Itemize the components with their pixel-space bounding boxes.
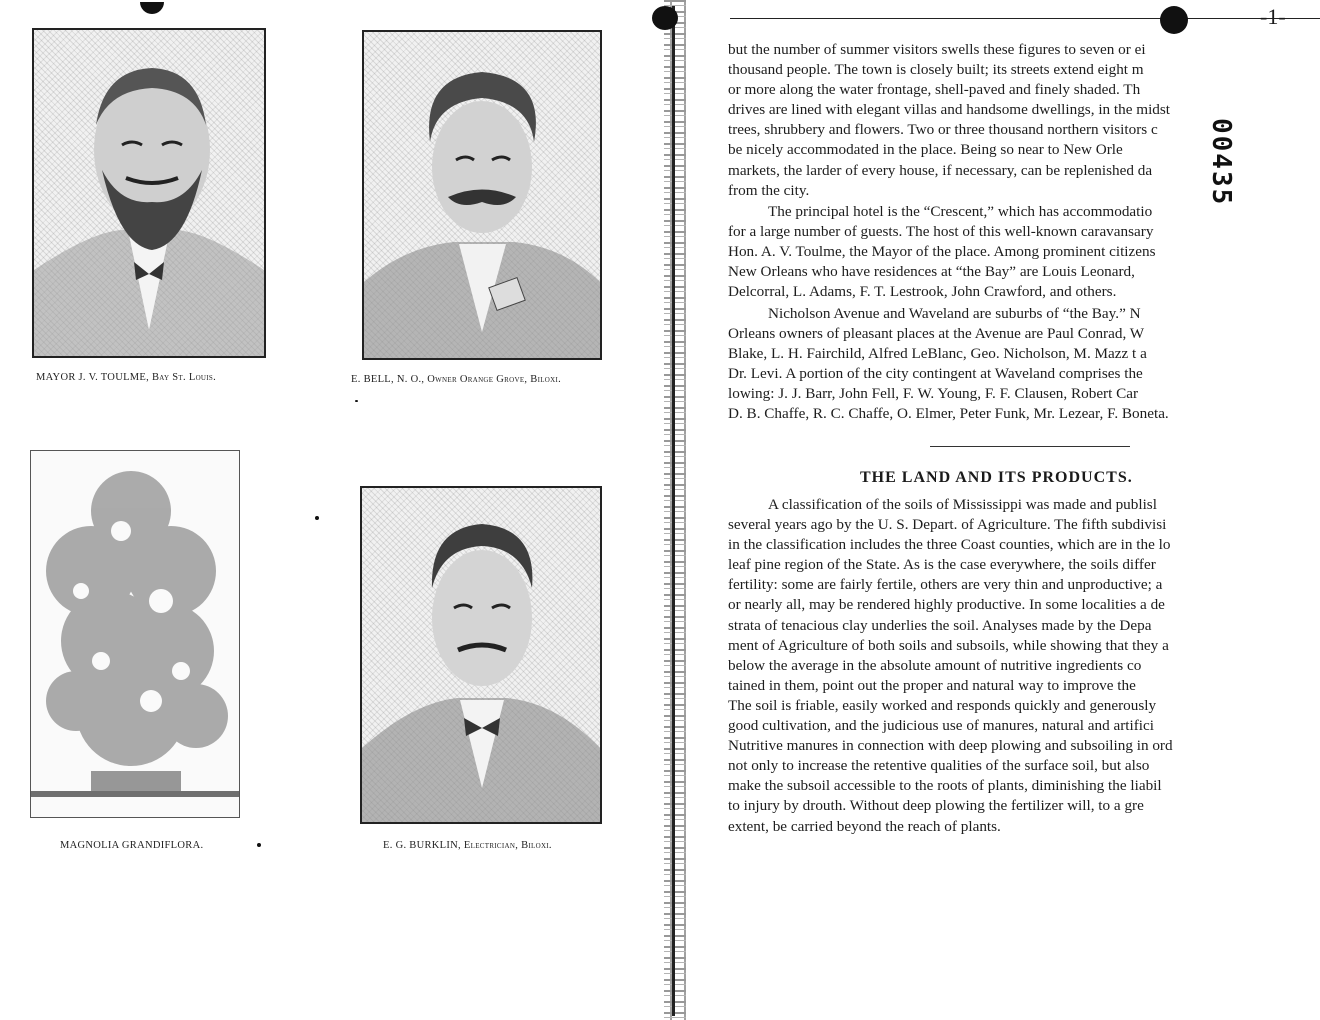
speck <box>355 400 358 402</box>
text-line: D. B. Chaffe, R. C. Chaffe, O. Elmer, Peter Funk, Mr. Lezear, F. Boneta. <box>728 405 1169 423</box>
binding-line <box>672 6 675 1016</box>
text-line: ment of Agriculture of both soils and subsoils, while showing that they a <box>728 636 1169 654</box>
portrait-bell <box>362 30 602 360</box>
right-page <box>690 0 1320 1020</box>
text-line: good cultivation, and the judicious use of manures, natural and artifici <box>728 717 1154 735</box>
text-line: or more along the water frontage, shell-paved and finely shaded. Th <box>728 81 1141 99</box>
text-line: extent, be carried beyond the reach of plants. <box>728 817 1001 835</box>
magnolia-tree-drawing <box>31 451 239 817</box>
caption-magnolia: MAGNOLIA GRANDIFLORA. <box>60 840 204 851</box>
text-line: Orleans owners of pleasant places at the Avenue are Paul Conrad, W <box>728 325 1145 343</box>
text-line: tained in them, point out the proper and natural way to improve the <box>728 676 1136 694</box>
text-line: for a large number of guests. The host of this well-known caravansary <box>728 223 1154 241</box>
caption-bell: E. BELL, N. O., Owner Orange Grove, Biloxi. <box>351 374 562 385</box>
paragraph-2 <box>728 202 1320 302</box>
portrait-burklin-drawing <box>362 488 600 822</box>
photo-magnolia <box>30 450 240 818</box>
portrait-toulme-drawing <box>34 30 264 356</box>
text-line: markets, the larder of every house, if necessary, can be replenished da <box>728 161 1153 179</box>
text-line: leaf pine region of the State. As is the case everywhere, the soils differ <box>728 556 1156 574</box>
text-line: Nicholson Avenue and Waveland are suburbs of “the Bay.” N <box>768 305 1141 322</box>
text-line: several years ago by the U. S. Depart. of Agriculture. The fifth subdivisi <box>728 516 1167 534</box>
ink-blot <box>1160 6 1188 34</box>
text-line: Dr. Levi. A portion of the city contingent at Waveland comprises the <box>728 365 1143 383</box>
text-line: Blake, L. H. Fairchild, Alfred LeBlanc, Geo. Nicholson, M. Mazz t a <box>728 345 1147 363</box>
text-line: from the city. <box>728 181 810 199</box>
text-line: Nutritive manures in connection with deep plowing and subsoiling in ord <box>728 737 1173 755</box>
speck <box>315 516 319 520</box>
page-number: -1- <box>1260 4 1286 29</box>
text-line: fertility: some are fairly fertile, others are very thin and unproductive; a <box>728 576 1163 594</box>
paragraph-1 <box>728 40 1320 201</box>
text-line: A classification of the soils of Mississippi was made and publisl <box>768 496 1157 513</box>
bullet-mark <box>257 843 261 847</box>
text-line: make the subsoil accessible to the roots of plants, diminishing the liabil <box>728 777 1162 795</box>
text-line: be nicely accommodated in the place. Being so near to New Orle <box>728 141 1123 159</box>
text-line: in the classification includes the three Coast counties, which are in the lo <box>728 536 1171 554</box>
text-line: New Orleans who have residences at “the Bay” are Louis Leonard, <box>728 263 1135 281</box>
caption-toulme: MAYOR J. V. TOULME, Bay St. Louis. <box>36 372 217 383</box>
caption-burklin: E. G. BURKLIN, Electrician, Biloxi. <box>383 840 552 851</box>
text-line: drives are lined with elegant villas and handsome dwellings, in the midst <box>728 101 1171 119</box>
paragraph-3 <box>728 304 1320 425</box>
text-line: The principal hotel is the “Crescent,” which has accommodatio <box>768 203 1153 220</box>
header-rule <box>730 18 1320 19</box>
portrait-burklin <box>360 486 602 824</box>
text-line: but the number of summer visitors swells these figures to seven or ei <box>728 41 1146 58</box>
text-line: strata of tenacious clay underlies the soil. Analyses made by the Depa <box>728 616 1152 634</box>
text-line: or nearly all, may be rendered highly productive. In some localities a de <box>728 596 1165 614</box>
portrait-toulme <box>32 28 266 358</box>
text-line: Hon. A. V. Toulme, the Mayor of the place. Among prominent citizens <box>728 243 1156 261</box>
ink-blot <box>652 6 678 30</box>
text-line: lowing: J. J. Barr, John Fell, F. W. Young, F. F. Clausen, Robert Car <box>728 385 1139 403</box>
section-divider <box>930 446 1130 447</box>
ink-blot <box>140 2 164 14</box>
portrait-bell-drawing <box>364 32 600 358</box>
text-line: The soil is friable, easily worked and responds quickly and generously <box>728 696 1157 714</box>
binding-gutter <box>664 0 686 1020</box>
text-line: Delcorral, L. Adams, F. T. Lestrook, John Crawford, and others. <box>728 283 1117 301</box>
text-line: trees, shrubbery and flowers. Two or three thousand northern visitors c <box>728 121 1158 139</box>
text-line: not only to increase the retentive qualities of the surface soil, but also <box>728 757 1150 775</box>
text-line: to injury by drouth. Without deep plowing the fertilizer will, to a gre <box>728 797 1144 815</box>
section-heading: THE LAND AND ITS PRODUCTS. <box>860 469 1133 486</box>
text-line: below the average in the absolute amount of nutritive ingredients co <box>728 656 1142 674</box>
paragraph-4 <box>728 495 1320 837</box>
text-line: thousand people. The town is closely built; its streets extend eight m <box>728 61 1144 79</box>
archive-stamp: 00435 <box>1206 118 1236 207</box>
